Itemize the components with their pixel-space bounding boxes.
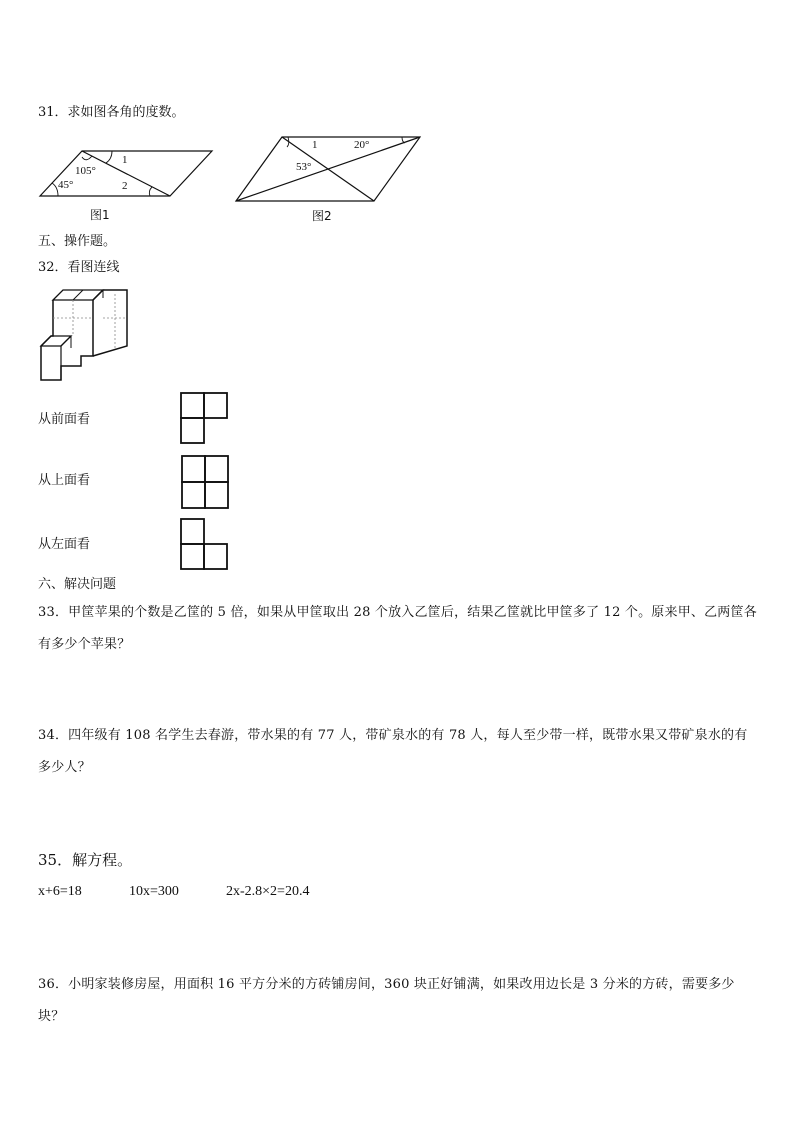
view-shape-1 (180, 392, 230, 444)
q34-text: 34．四年级有 108 名学生去春游，带水果的有 77 人，带矿泉水的有 78 人，每人至少带一样，既带水果又带矿泉水的有多少人？ (38, 728, 748, 775)
fig2-angle-53: 53° (296, 161, 312, 173)
view-shape-2 (181, 455, 231, 509)
view-shape-3 (180, 518, 230, 571)
cube-stack-figure (39, 288, 134, 383)
fig2-label-1: 1 (312, 139, 318, 151)
view-label-front: 从前面看 (38, 412, 91, 427)
fig1-caption: 图1 (90, 208, 110, 222)
section-6-heading: 六、解决问题 (38, 577, 117, 592)
equation-3: 2x-2.8×2=20.4 (226, 884, 310, 899)
fig1-label-1: 1 (122, 154, 128, 166)
q35-title: 35．解方程。 (38, 851, 133, 869)
figure-1-parallelogram (36, 145, 216, 225)
section-5-heading: 五、操作题。 (38, 234, 117, 249)
equation-2: 10x=300 (129, 884, 179, 899)
view-label-top: 从上面看 (38, 473, 91, 488)
q32-title: 32．看图连线 (38, 260, 120, 275)
figure-2-parallelogram (232, 132, 422, 223)
q33-text: 33．甲筐苹果的个数是乙筐的 5 倍，如果从甲筐取出 28 个放入乙筐后，结果乙筐就比甲筐多了 12 个。原来甲、乙两筐各有多少个苹果？ (38, 605, 757, 652)
fig2-angle-20: 20° (354, 139, 370, 151)
fig2-caption: 图2 (312, 209, 332, 223)
fig1-angle-105: 105° (75, 165, 96, 177)
q36-text: 36．小明家装修房屋，用面积 16 平方分米的方砖铺房间，360 块正好铺满，如果改用边长是 3 分米的方砖，需要多少块？ (38, 977, 735, 1024)
fig1-angle-45: 45° (58, 179, 74, 191)
fig1-label-2: 2 (122, 180, 128, 192)
q31-title: 31．求如图各角的度数。 (38, 105, 185, 120)
equation-1: x+6=18 (38, 884, 82, 899)
view-label-left: 从左面看 (38, 537, 91, 552)
